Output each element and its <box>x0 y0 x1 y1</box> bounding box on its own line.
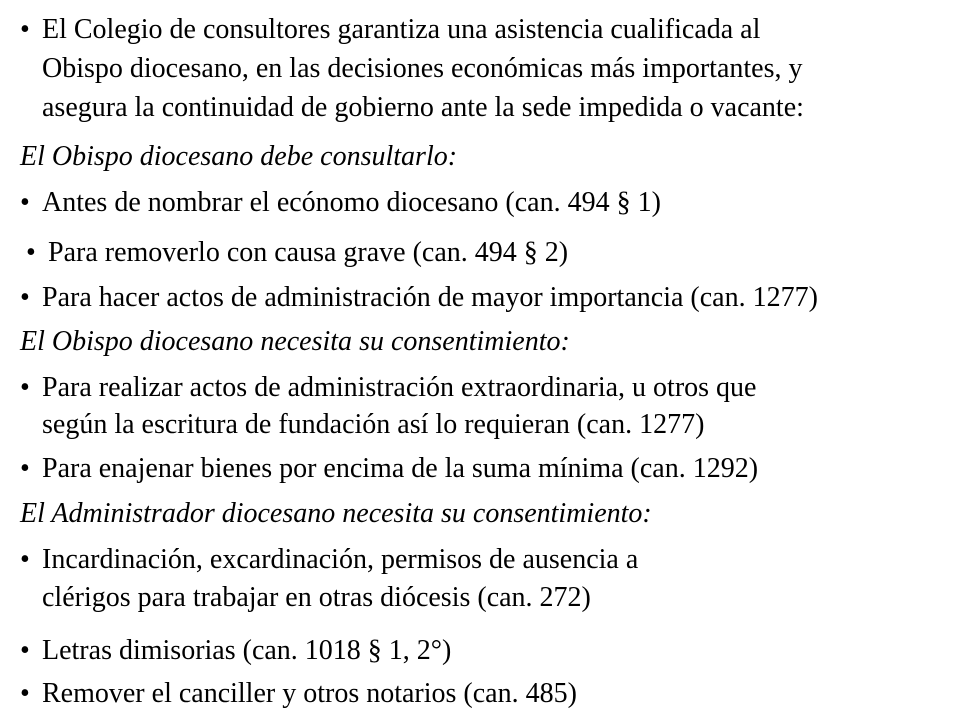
admin-consent-item-2 <box>20 634 452 668</box>
intro-line-1: El Colegio de consultores garantiza una asistencia cualificada al <box>42 14 761 45</box>
consult-item-3 <box>20 281 818 315</box>
admin-consent-item-3-text: Remover el canciller y otros notarios (can. 485) <box>42 678 577 709</box>
heading-bishop-consent <box>20 325 570 359</box>
bullet-dot: • <box>20 14 30 45</box>
intro-bullet <box>20 13 804 123</box>
bullet-dot: • <box>20 372 30 403</box>
consult-item-2-text: Para removerlo con causa grave (can. 494 § 2) <box>48 237 569 268</box>
intro-line-3: asegura la continuidad de gobierno ante la sede impedida o vacante: <box>42 92 804 123</box>
consult-item-3-text: Para hacer actos de administración de mayor importancia (can. 1277) <box>42 282 818 313</box>
heading-bishop-consent-part2: necesita <box>260 326 353 357</box>
admin-consent-item-3 <box>20 677 577 711</box>
bishop-consent-item-2 <box>20 452 759 486</box>
bishop-consent-item-1 <box>20 371 757 440</box>
bishop-consent-item-2-text: Para enajenar bienes por encima de la suma mínima (can. 1292) <box>42 453 759 484</box>
bullet-dot: • <box>20 453 30 484</box>
consult-item-2 <box>26 236 569 270</box>
bullet-dot: • <box>20 544 30 575</box>
heading-consult: El Obispo diocesano debe consultarlo: <box>20 141 458 172</box>
bullet-dot: • <box>20 678 30 709</box>
intro-line-2: Obispo diocesano, en las decisiones económicas más importantes, y <box>42 53 803 84</box>
heading-admin-consent: El Administrador diocesano necesita su consentimiento: <box>20 498 652 529</box>
admin-consent-item-1 <box>20 543 639 613</box>
bishop-consent-item-1-line-1: Para realizar actos de administración extraordinaria, u otros que <box>42 372 757 403</box>
bullet-dot: • <box>26 237 36 268</box>
admin-consent-item-1-line-1: Incardinación, excardinación, permisos de ausencia a <box>42 544 639 575</box>
bishop-consent-item-1-line-2: según la escritura de fundación así lo requieran (can. 1277) <box>42 409 705 440</box>
bullet-dot: • <box>20 187 30 218</box>
consult-item-1 <box>20 186 661 220</box>
admin-consent-item-2-text: Letras dimisorias (can. 1018 § 1, 2°) <box>42 635 452 666</box>
heading-bishop-consent-part3: su consentimiento: <box>352 326 570 357</box>
bullet-dot: • <box>20 635 30 666</box>
consult-item-1-text: Antes de nombrar el ecónomo diocesano (can. 494 § 1) <box>42 187 661 218</box>
admin-consent-item-1-line-2: clérigos para trabajar en otras diócesis (can. 272) <box>42 582 591 613</box>
bullet-dot: • <box>20 282 30 313</box>
heading-bishop-consent-part1: El Obispo diocesano <box>20 326 261 357</box>
